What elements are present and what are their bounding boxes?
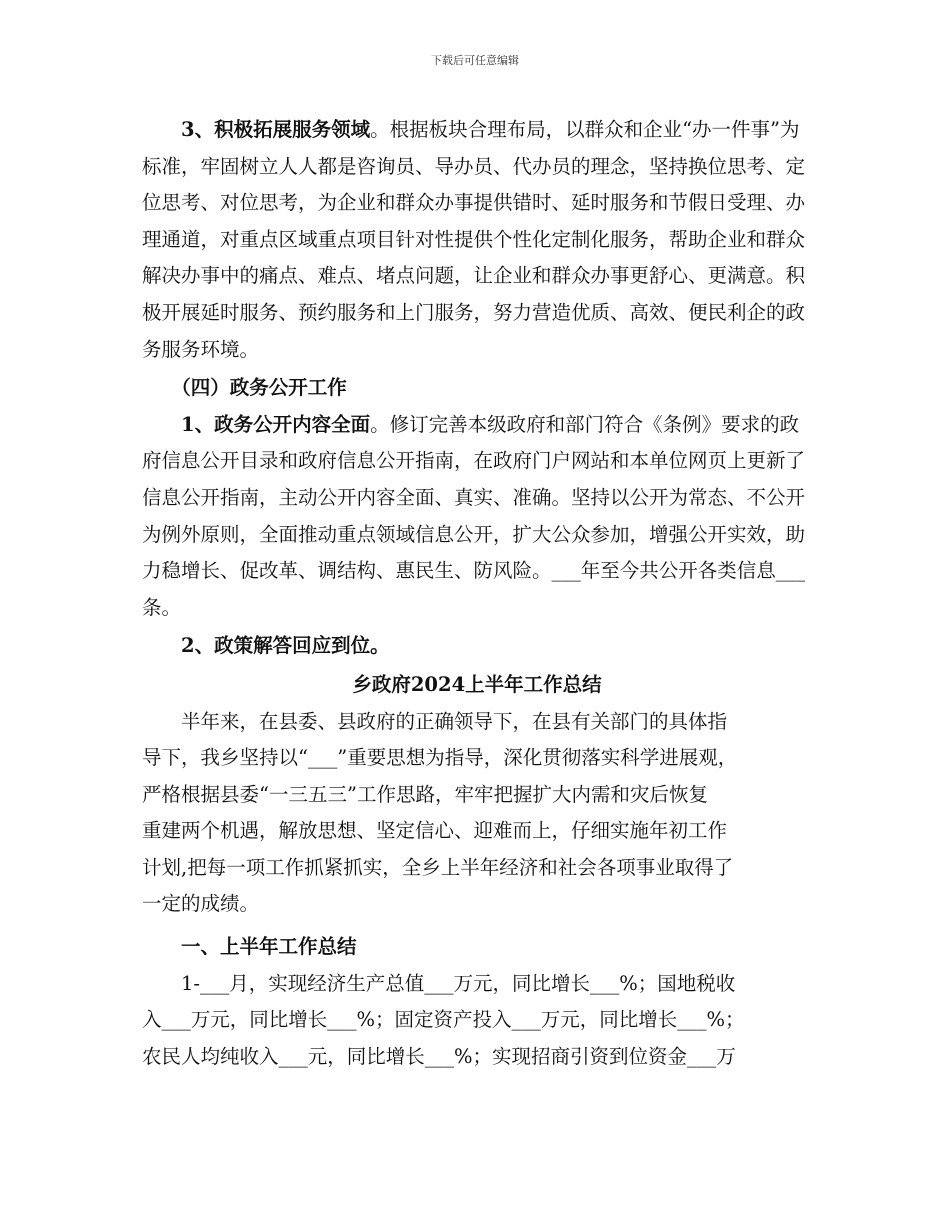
paragraph-heading: 1、政务公开内容全面 [181, 412, 371, 436]
paragraph-heading: 3、积极拓展服务领域 [181, 118, 371, 141]
paragraph-economic-figures [142, 966, 812, 1076]
text-line: 重建两个机遇，解放思想、坚定信心、迎难而上，仔细实施年初工作 [142, 819, 728, 843]
document-title: 乡政府2024上半年工作总结 [352, 672, 602, 696]
page-header-note: 下载后可任意编辑 [431, 54, 519, 67]
paragraph-text: 。根据板块合理布局，以群众和企业“办一件事”为标准，牢固树立人人都是咨询员、导办员、代办员的理念，坚持换位思考、定位思考、对位思考，为企业和群众办事提供错时、延时服务和节假日受理、办理通道，对重点区域重点项目针对性提供个性化定制化服务，帮助企业和群众解决办事中的痛点、难点、堵点问题，让企业和群众办事更舒心、更满意。积极开展延时服务、预约服务和上门服务，努力营造优质、高效、便民利企的政务服务环境。 [142, 118, 806, 361]
section-title-summary: 一、上半年工作总结 [181, 935, 357, 959]
text-line: 半年来，在县委、县政府的正确领导下，在县有关部门的具体指 [181, 709, 728, 733]
paragraph-half-year-intro [142, 704, 812, 924]
paragraph-disclosure [142, 407, 812, 627]
text-line: 严格根据县委“一三五三”工作思路，牢牢把握扩大内需和灾后恢复 [142, 782, 708, 806]
text-line: 导下，我乡坚持以“___”重要思想为指导，深化贯彻落实科学进展观， [142, 746, 738, 770]
document-body [142, 112, 812, 1075]
section-title-gov-affairs: （四）政务公开工作 [171, 376, 347, 400]
text-line: 一定的成绩。 [142, 892, 260, 916]
text-line: 入___万元，同比增长___%；固定资产投入___万元，同比增长___%； [142, 1008, 745, 1032]
paragraph-text: 。修订完善本级政府和部门符合《条例》要求的政府信息公开目录和政府信息公开指南，在政府门户网站和本单位网页上更新了信息公开指南，主动公开内容全面、真实、准确。坚持以公开为常态、不公开为例外原则，全面推动重点领域信息公开，扩大公众参加，增强公开实效，助力稳增长、促改革、调结构、惠民生、防风险。___年至今共公开各类信息___条。 [142, 412, 806, 619]
paragraph-policy-response: 2、政策解答回应到位。 [181, 634, 390, 658]
paragraph-service-expansion [142, 112, 812, 368]
text-line: 1-___月，实现经济生产总值___万元，同比增长___%；国地税收 [181, 971, 736, 995]
text-line: 计划,把每一项工作抓紧抓实，全乡上半年经济和社会各项事业取得了 [142, 855, 734, 879]
text-line: 农民人均纯收入___元，同比增长___%；实现招商引资到位资金___万 [142, 1044, 736, 1068]
